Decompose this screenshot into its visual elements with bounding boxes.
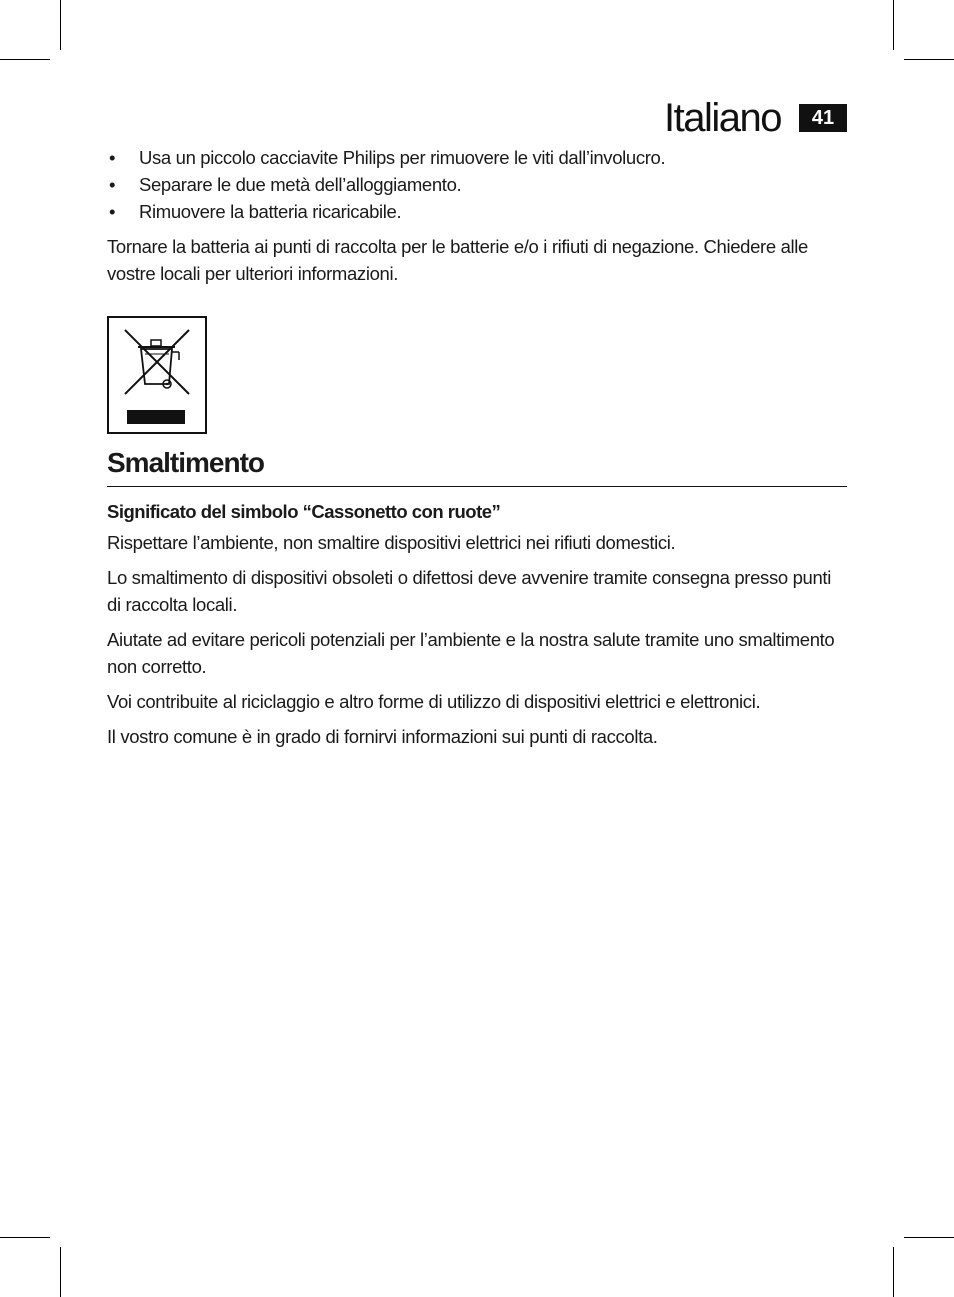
disposal-section (107, 498, 847, 750)
paragraph: Il vostro comune è in grado di fornirvi informazioni sui punti di raccolta. (107, 726, 658, 747)
list-item: • Rimuovere la batteria ricaricabile. (107, 198, 847, 225)
crop-mark-top-left-horizontal (0, 59, 50, 60)
crop-mark-bottom-left-horizontal (0, 1237, 50, 1238)
language-title: Italiano (664, 96, 781, 140)
page-header (664, 96, 847, 140)
list-item: • Separare le due metà dell’alloggiamento. (107, 171, 847, 198)
paragraph: Voi contribuite al riciclaggio e altro forme di utilizzo di dispositivi elettrici e elettronici. (107, 691, 761, 712)
paragraph: Rispettare l’ambiente, non smaltire dispositivi elettrici nei rifiuti domestici. (107, 532, 676, 553)
paragraph: Aiutate ad evitare pericoli potenziali per l’ambiente e la nostra salute tramite uno smaltimento non corretto. (107, 629, 835, 677)
battery-removal-section (107, 144, 847, 287)
weee-symbol (107, 316, 207, 434)
crop-mark-top-right-horizontal (904, 59, 954, 60)
paragraph: Lo smaltimento di dispositivi obsoleti o difettosi deve avvenire tramite consegna presso punti di raccolta locali. (107, 567, 831, 615)
page-number-badge: 41 (799, 104, 847, 132)
crossed-out-wheelie-bin-icon (109, 318, 205, 432)
crop-mark-bottom-right-horizontal (904, 1237, 954, 1238)
battery-note: Tornare la batteria ai punti di raccolta per le batterie e/o i rifiuti di negazione. Chiedere alle vostre locali per ulteriori informazioni. (107, 236, 808, 284)
subheading: Significato del simbolo “Cassonetto con ruote” (107, 501, 501, 522)
crop-mark-top-left-vertical (60, 0, 61, 50)
list-item: • Usa un piccolo cacciavite Philips per rimuovere le viti dall’involucro. (107, 144, 847, 171)
crop-mark-top-right-vertical (893, 0, 894, 50)
steps-list (107, 144, 847, 225)
crop-mark-bottom-left-vertical (60, 1247, 61, 1297)
section-title: Smaltimento (107, 444, 847, 487)
crop-mark-bottom-right-vertical (893, 1247, 894, 1297)
